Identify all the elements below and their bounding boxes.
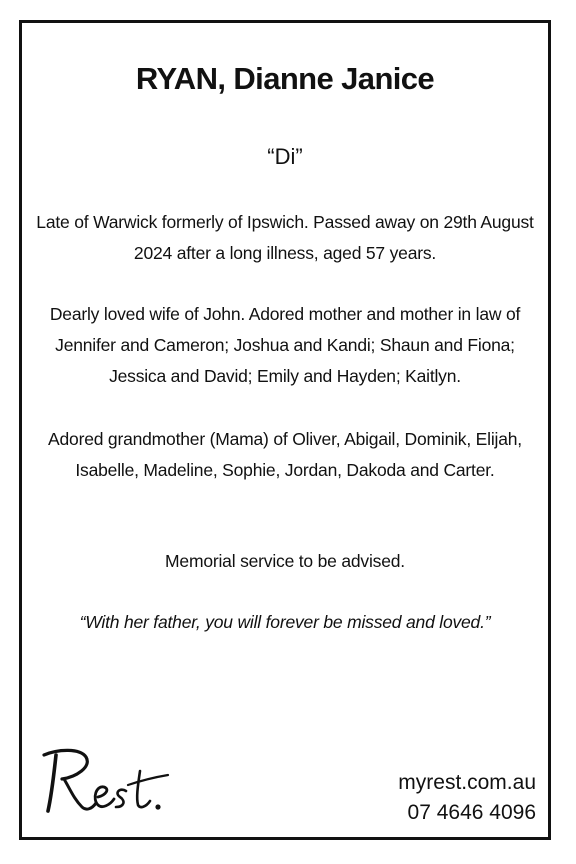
notice-frame bbox=[19, 20, 551, 840]
notice-paragraph-grandchildren: Adored grandmother (Mama) of Oliver, Abigail, Dominik, Elijah, Isabelle, Madeline, Sophie, Jordan, Dakoda and Carter. bbox=[48, 429, 522, 480]
contact-info bbox=[398, 768, 536, 828]
notice-paragraph-family: Dearly loved wife of John. Adored mother and mother in law of Jennifer and Cameron; Joshua and Kandi; Shaun and Fiona; Jessica and David; Emily and Hayden; Kaitlyn. bbox=[49, 304, 521, 386]
website-text: myrest.com.au bbox=[398, 771, 536, 794]
memorial-quote: “With her father, you will forever be missed and loved.” bbox=[79, 612, 491, 632]
nickname: “Di” bbox=[267, 144, 303, 169]
deceased-name: RYAN, Dianne Janice bbox=[135, 61, 435, 96]
notice-paragraph-residence: Late of Warwick formerly of Ipswich. Passed away on 29th August 2024 after a long illness, aged 57 years. bbox=[36, 212, 534, 263]
phone-number: 07 4646 4096 bbox=[407, 801, 536, 824]
notice-paragraph-service: Memorial service to be advised. bbox=[165, 551, 405, 571]
rest-logo bbox=[40, 745, 172, 817]
